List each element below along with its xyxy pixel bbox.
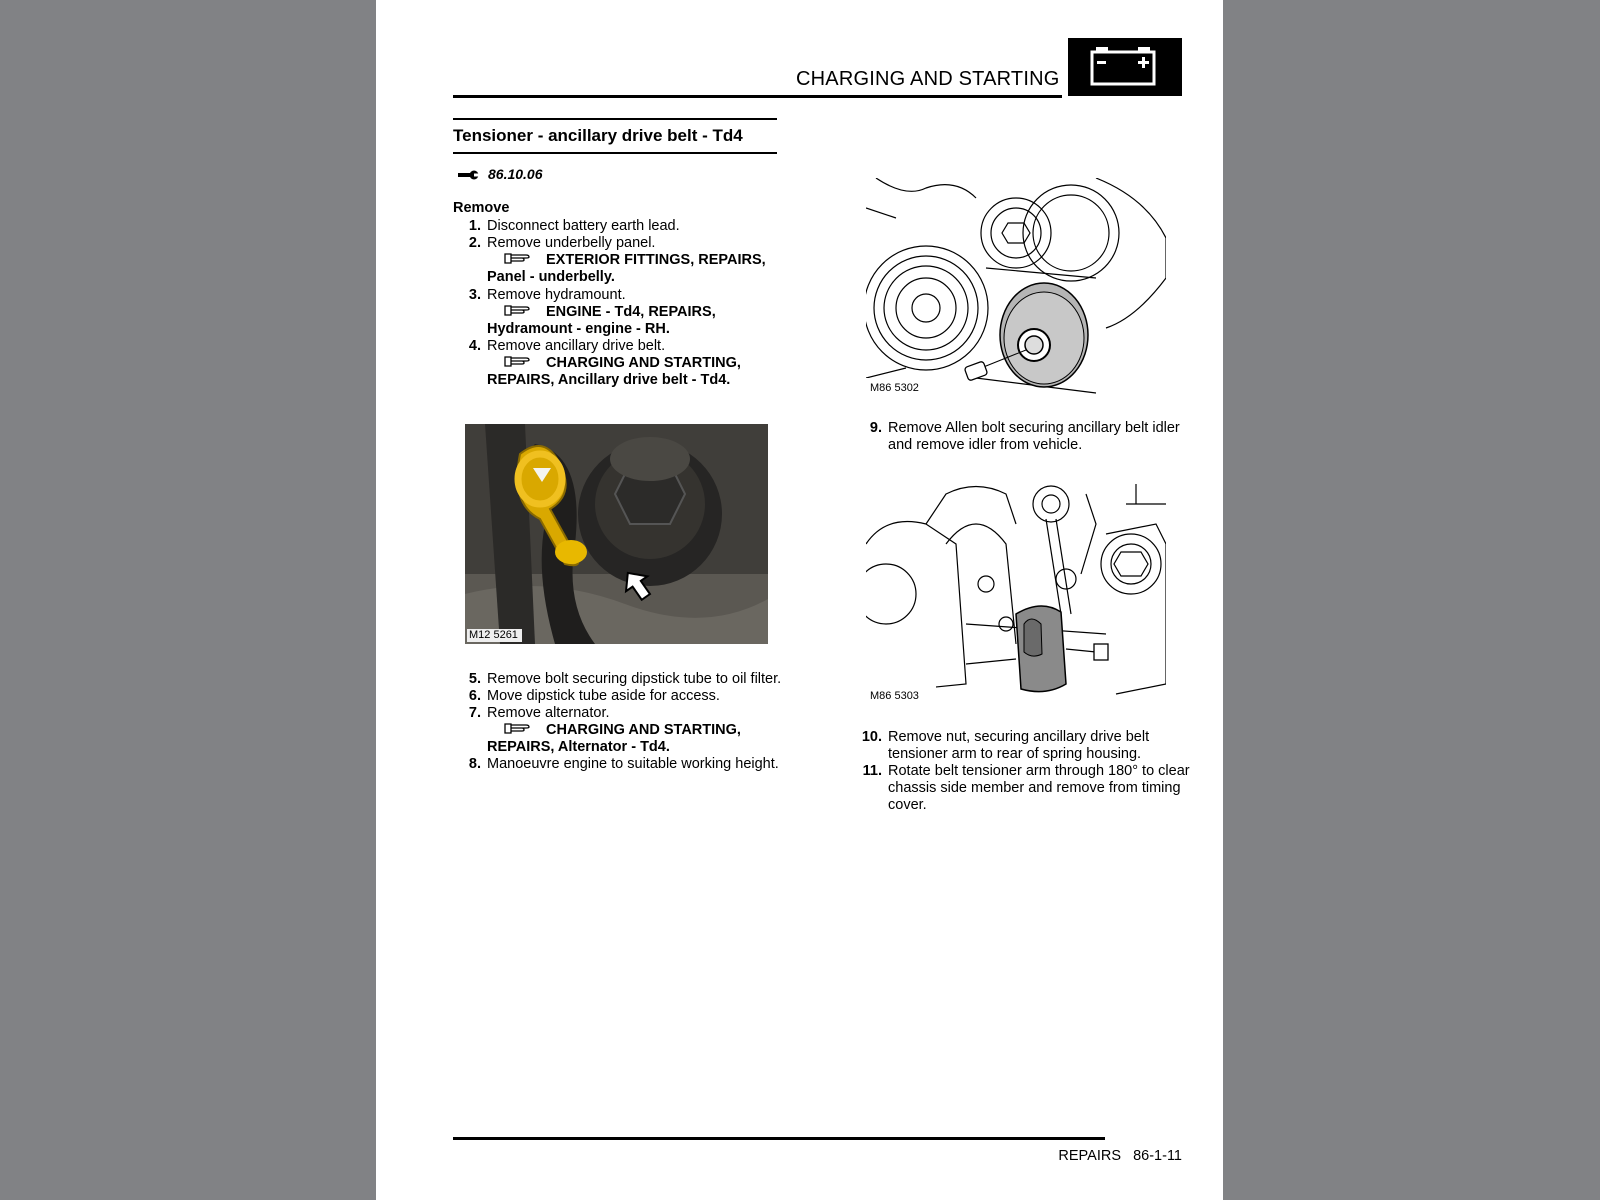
- step-text: Remove nut, securing ancillary drive belt: [888, 729, 1150, 745]
- step-number: 7.: [468, 705, 481, 721]
- figure-idler-pulley: [866, 178, 1166, 398]
- cross-reference: Hydramount - engine - RH.: [487, 321, 670, 337]
- header-rule: [453, 95, 1062, 98]
- step-text: Remove Allen bolt securing ancillary belt idler: [888, 420, 1180, 436]
- step-number: 2.: [468, 235, 481, 251]
- step-text: Rotate belt tensioner arm through 180° to clear: [888, 763, 1190, 779]
- step-number: 11.: [862, 763, 882, 779]
- step-text: cover.: [888, 797, 927, 813]
- step-text: tensioner arm to rear of spring housing.: [888, 746, 1142, 762]
- page-footer: [1056, 1148, 1182, 1164]
- footer-page-number: 86-1-11: [1133, 1148, 1182, 1164]
- step-text: Manoeuvre engine to suitable working height.: [487, 756, 779, 772]
- pointing-hand-icon: [504, 355, 530, 373]
- step-number: 8.: [468, 756, 481, 772]
- cross-reference: ENGINE - Td4, REPAIRS,: [546, 304, 716, 320]
- arrow-icon: [625, 574, 655, 604]
- footer-rule: [453, 1137, 1105, 1140]
- step-text: Remove alternator.: [487, 705, 610, 721]
- operation-code: 86.10.06: [488, 166, 543, 182]
- section-rule-bottom: [453, 152, 777, 154]
- cross-reference: CHARGING AND STARTING,: [546, 355, 741, 371]
- wrench-icon: [458, 167, 480, 185]
- pointing-hand-icon: [504, 304, 530, 322]
- section-rule-top: [453, 118, 777, 120]
- step-text: Move dipstick tube aside for access.: [487, 688, 720, 704]
- step-number: 3.: [468, 287, 481, 303]
- step-text: Remove underbelly panel.: [487, 235, 656, 251]
- step-text: Remove hydramount.: [487, 287, 626, 303]
- step-number: 1.: [468, 218, 481, 234]
- step-number: 5.: [468, 671, 481, 687]
- step-number: 6.: [468, 688, 481, 704]
- engine-photo: [465, 424, 768, 644]
- step-text: Remove ancillary drive belt.: [487, 338, 666, 354]
- figure-label: M86 5302: [870, 382, 919, 394]
- battery-icon: [1068, 38, 1182, 96]
- figure-tensioner: [866, 484, 1166, 708]
- pointing-hand-icon: [504, 722, 530, 740]
- cross-reference: REPAIRS, Ancillary drive belt - Td4.: [487, 372, 731, 388]
- cross-reference: Panel - underbelly.: [487, 269, 615, 285]
- section-title: Tensioner - ancillary drive belt - Td4: [453, 126, 743, 145]
- step-text: and remove idler from vehicle.: [888, 437, 1083, 453]
- step-text: Remove bolt securing dipstick tube to oil filter.: [487, 671, 782, 687]
- manual-page: [376, 0, 1223, 1200]
- figure-label: M86 5303: [870, 690, 919, 702]
- step-text: chassis side member and remove from timing: [888, 780, 1181, 796]
- footer-section: REPAIRS: [1058, 1148, 1121, 1164]
- header-section-title: CHARGING AND STARTING: [796, 68, 1060, 90]
- pointing-hand-icon: [504, 252, 530, 270]
- cross-reference: CHARGING AND STARTING,: [546, 722, 741, 738]
- photo-label: M12 5261: [469, 629, 518, 641]
- subheading-remove: Remove: [453, 200, 510, 216]
- step-number: 4.: [468, 338, 481, 354]
- step-text: Disconnect battery earth lead.: [487, 218, 680, 234]
- step-number: 9.: [869, 420, 882, 436]
- step-number: 10.: [861, 729, 882, 745]
- cross-reference: EXTERIOR FITTINGS, REPAIRS,: [546, 252, 766, 268]
- cross-reference: REPAIRS, Alternator - Td4.: [487, 739, 670, 755]
